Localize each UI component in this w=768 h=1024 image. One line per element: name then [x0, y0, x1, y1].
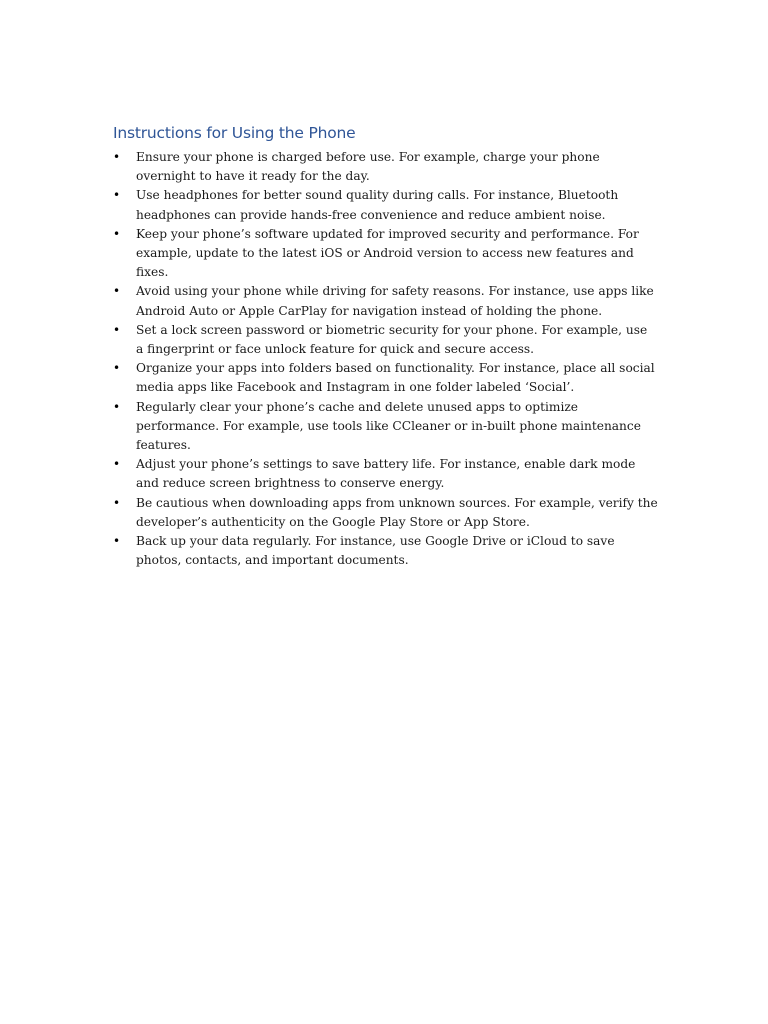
bullet-icon: • — [113, 150, 121, 164]
list-item — [113, 282, 658, 320]
bullet-icon: • — [113, 361, 121, 376]
list-item — [113, 186, 658, 224]
list-item-text: Set a lock screen password or biometric security for your phone. For example, use a fingerprint or face unlock feature for quick and secure access. — [136, 322, 648, 357]
list-item-text: Organize your apps into folders based on functionality. For instance, place all social media apps like Facebook and Instagram in one folder labeled ‘Social’. — [136, 361, 655, 395]
document-heading: Instructions for Using the Phone — [113, 124, 356, 142]
bullet-icon: • — [113, 322, 121, 337]
list-item — [113, 148, 658, 186]
instruction-list — [113, 148, 658, 570]
list-item — [113, 321, 658, 359]
list-item-text: Keep your phone’s software updated for improved security and performance. For example, update to the latest iOS or Android version to access new features and fixes. — [136, 226, 639, 280]
list-item — [113, 398, 658, 456]
list-item-text: Regularly clear your phone’s cache and delete unused apps to optimize performance. For example, use tools like CCleaner or in-built phone maintenance features. — [136, 399, 641, 453]
list-item-text: Avoid using your phone while driving for safety reasons. For instance, use apps like Android Auto or Apple CarPlay for navigation instead of holding the phone. — [136, 284, 654, 318]
list-item — [113, 494, 658, 532]
list-item-text: Adjust your phone’s settings to save battery life. For instance, enable dark mode and reduce screen brightness to conserve energy. — [136, 457, 636, 491]
bullet-icon: • — [113, 226, 121, 241]
list-item — [113, 455, 658, 493]
bullet-icon: • — [113, 495, 121, 510]
bullet-icon: • — [113, 457, 121, 472]
list-item-text: Back up your data regularly. For instance, use Google Drive or iCloud to save photos, contacts, and important documents. — [136, 534, 615, 568]
list-item — [113, 359, 658, 397]
bullet-icon: • — [113, 534, 121, 549]
bullet-icon: • — [113, 284, 121, 299]
list-item-text: Be cautious when downloading apps from unknown sources. For example, verify the developer’s authenticity on the Google Play Store or App Store. — [136, 495, 658, 529]
list-item-text: Use headphones for better sound quality during calls. For instance, Bluetooth headphones can provide hands-free convenience and reduce ambient noise. — [136, 188, 619, 222]
list-item-text: Ensure your phone is charged before use. For example, charge your phone overnight to have it ready for the day. — [136, 150, 600, 184]
bullet-icon: • — [113, 399, 121, 414]
list-item — [113, 532, 658, 570]
bullet-icon: • — [113, 188, 121, 203]
list-item — [113, 225, 658, 283]
